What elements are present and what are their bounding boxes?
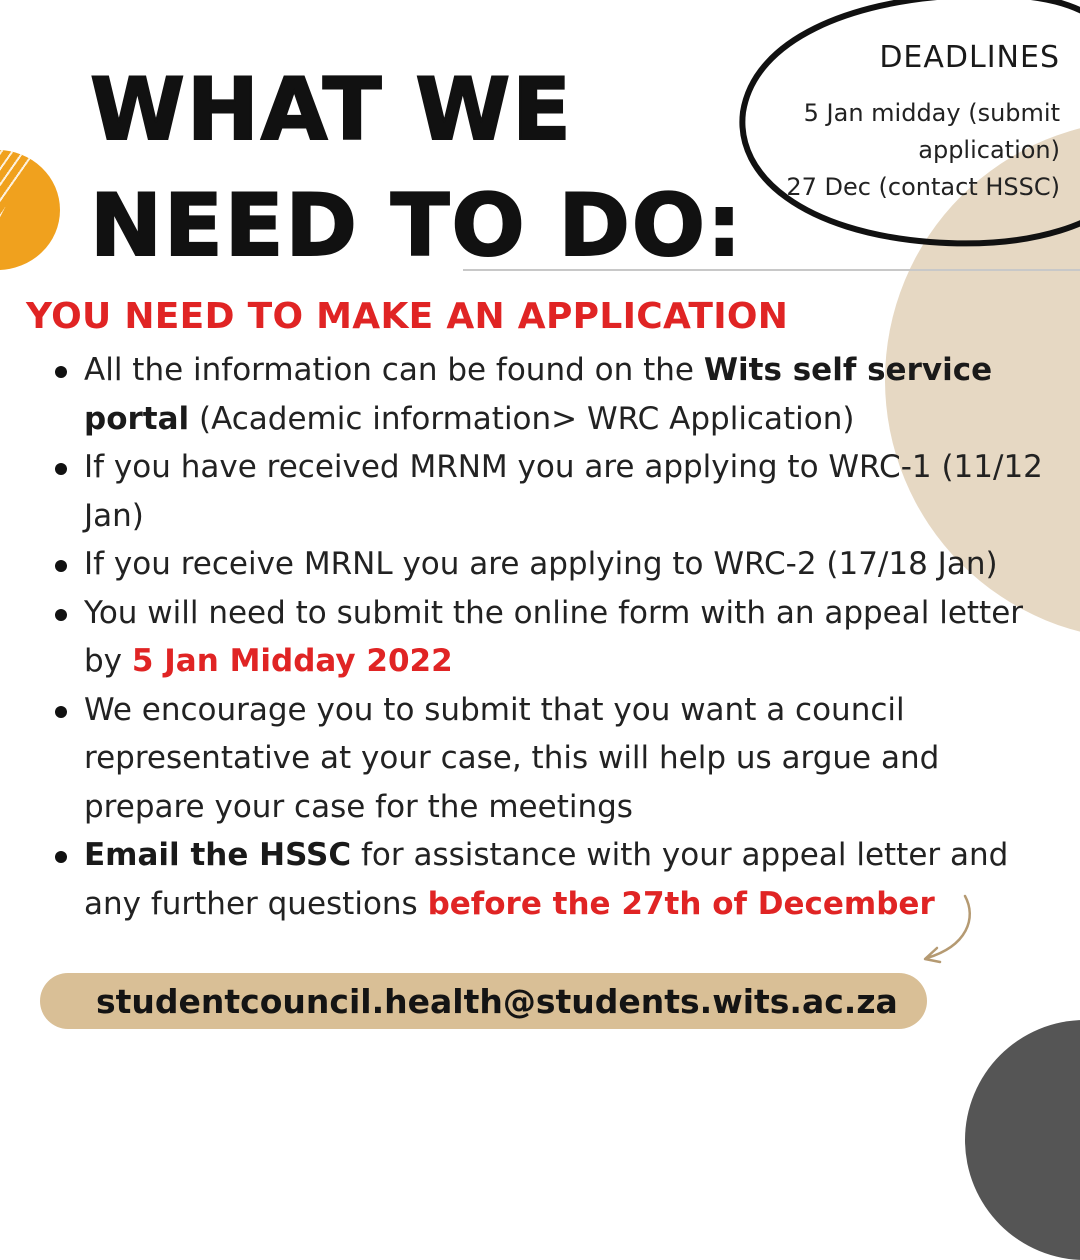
instructions-list <box>50 346 1050 928</box>
deadline-line-1: 5 Jan midday (submit <box>803 99 1060 127</box>
email-banner[interactable] <box>40 973 927 1029</box>
email-hssc-emphasis: Email the HSSC <box>84 837 352 873</box>
list-item: Email the HSSC for assistance with your appeal letter and any further questions before the 27th of December <box>50 831 1050 928</box>
portal-emphasis: Wits self service portal <box>84 352 993 437</box>
deadline-line-3: 27 Dec (contact HSSC) <box>786 173 1060 201</box>
orange-circle-decoration <box>0 150 60 270</box>
email-address[interactable]: studentcouncil.health@students.wits.ac.za <box>96 981 898 1021</box>
list-item: We encourage you to submit that you want a council representative at your case, this will help us argue and prepare your case for the meetings <box>50 686 1050 832</box>
list-item: If you receive MRNL you are applying to WRC-2 (17/18 Jan) <box>50 540 1050 589</box>
section-heading: YOU NEED TO MAKE AN APPLICATION <box>26 296 789 337</box>
list-item: All the information can be found on the Wits self service portal (Academic information> WRC Application) <box>50 346 1050 443</box>
deadlines-heading: DEADLINES <box>879 40 1060 75</box>
deadline-line-2: application) <box>918 136 1060 164</box>
title-line-1: WHAT WE <box>90 60 573 160</box>
deadline-emphasis: 5 Jan Midday 2022 <box>131 643 453 679</box>
deadlines-list <box>770 95 1060 206</box>
december-deadline-emphasis: before the 27th of December <box>427 885 935 922</box>
title-line-2: NEED TO DO: <box>90 176 744 276</box>
gray-circle-decoration <box>965 1020 1080 1260</box>
curved-arrow-icon <box>915 890 985 970</box>
list-item: If you have received MRNM you are applying to WRC-1 (11/12 Jan) <box>50 443 1050 540</box>
list-item: You will need to submit the online form with an appeal letter by 5 Jan Midday 2022 <box>50 589 1050 686</box>
page-title <box>90 52 743 284</box>
